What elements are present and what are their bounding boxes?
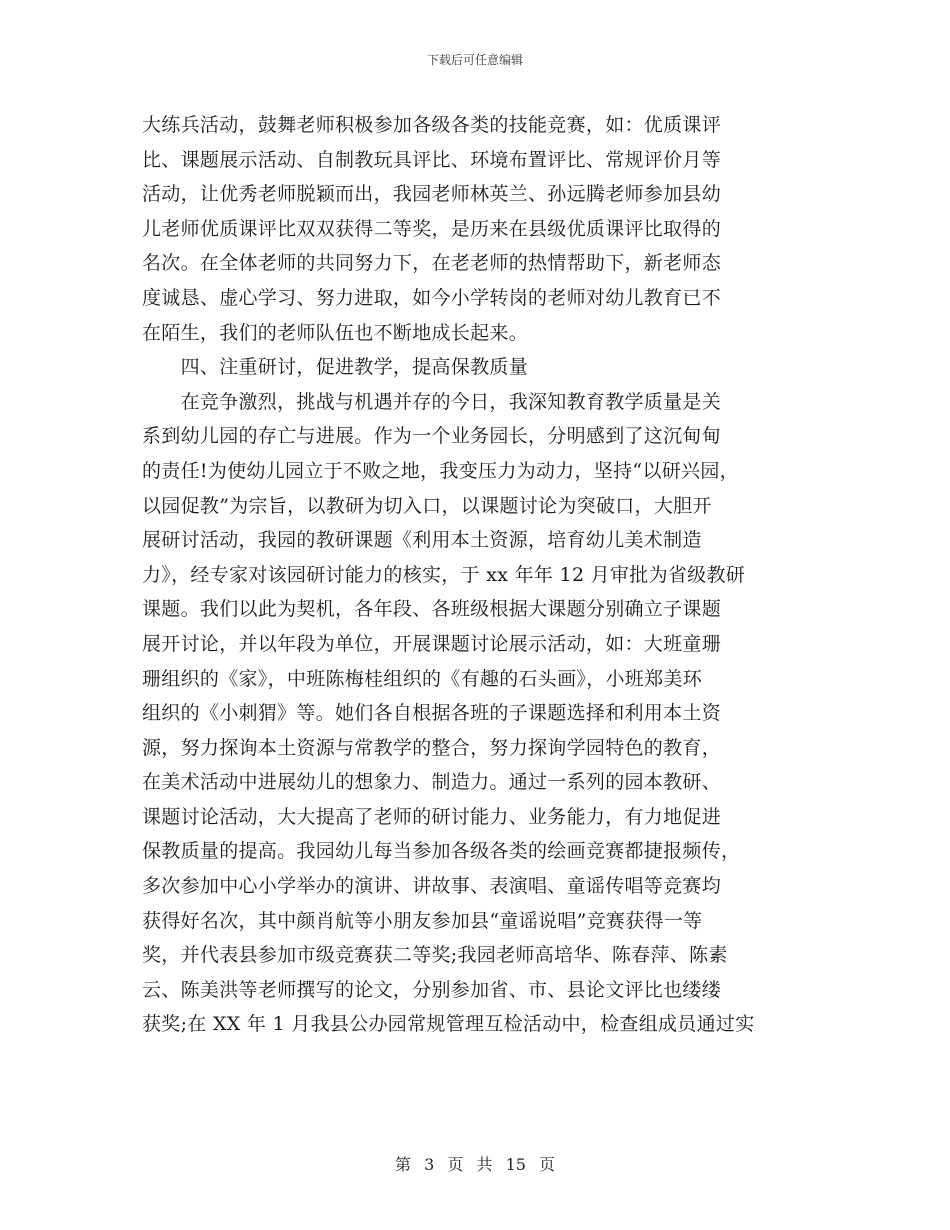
body-line: 云、陈美洪等老师撰写的论文，分别参加省、市、县论文评比也缕缕 bbox=[142, 978, 722, 1001]
body-line: 儿老师优质课评比双双获得二等奖，是历来在县级优质课评比取得的 bbox=[142, 217, 722, 240]
body-line: 比、课题展示活动、自制教玩具评比、环境布置评比、常规评价月等 bbox=[142, 148, 722, 171]
document-body bbox=[142, 108, 812, 1042]
body-line: 组织的《小刺猬》等。她们各自根据各班的子课题选择和利用本土资 bbox=[142, 702, 722, 725]
body-line: 源，努力探询本土资源与常教学的整合，努力探询学园特色的教育， bbox=[142, 736, 722, 759]
current-page-number: 3 bbox=[424, 1155, 435, 1174]
footer-page-word: 页 bbox=[447, 1155, 464, 1174]
body-line: 活动，让优秀老师脱颖而出，我园老师林英兰、孙远腾老师参加县幼 bbox=[142, 183, 722, 206]
body-line: 展研讨活动，我园的教研课题《利用本土资源，培育幼儿美术制造 bbox=[142, 529, 702, 552]
body-line: 名次。在全体老师的共同努力下，在老老师的热情帮助下，新老师态 bbox=[142, 252, 722, 275]
body-line: 在竞争激烈，挑战与机遇并存的今日，我深知教育教学质量是关 bbox=[142, 390, 722, 413]
body-line: 的责任!为使幼儿园立于不败之地，我变压力为动力，坚持“以研兴园， bbox=[142, 459, 739, 482]
body-line: 在美术活动中进展幼儿的想象力、制造力。通过一系列的园本教研、 bbox=[142, 771, 722, 794]
body-line: 获得好名次，其中颜肖航等小朋友参加县“童谣说唱”竞赛获得一等 bbox=[142, 909, 703, 932]
body-line: 在陌生，我们的老师队伍也不断地成长起来。 bbox=[142, 321, 529, 344]
body-line: 奖，并代表县参加市级竞赛获二等奖;我园老师高培华、陈春萍、陈素 bbox=[142, 944, 728, 967]
body-line: 大练兵活动，鼓舞老师积极参加各级各类的技能竞赛，如：优质课评 bbox=[142, 114, 722, 136]
body-line: 课题讨论活动，大大提高了老师的研讨能力、业务能力，有力地促进 bbox=[142, 805, 722, 828]
page-header-note: 下载后可任意编辑 bbox=[426, 53, 523, 67]
total-page-count: 15 bbox=[505, 1155, 526, 1174]
body-line: 多次参加中心小学举办的演讲、讲故事、表演唱、童谣传唱等竞赛均 bbox=[142, 875, 722, 898]
page-footer bbox=[0, 1155, 950, 1175]
footer-suffix: 页 bbox=[539, 1155, 556, 1174]
body-line: 展开讨论，并以年段为单位，开展课题讨论展示活动，如：大班童珊 bbox=[142, 632, 722, 655]
body-line: 度诚恳、虚心学习、努力进取，如今小学转岗的老师对幼儿教育已不 bbox=[142, 286, 722, 309]
footer-prefix: 第 bbox=[394, 1155, 411, 1174]
body-line: 以园促教”为宗旨，以教研为切入口，以课题讨论为突破口，大胆开 bbox=[142, 494, 712, 517]
body-line: 珊组织的《家》，中班陈梅桂组织的《有趣的石头画》，小班郑美环 bbox=[142, 667, 703, 690]
body-line: 力》，经专家对该园研讨能力的核实，于 xx 年年 12 月审批为省级教研 bbox=[142, 563, 746, 586]
footer-total-word: 共 bbox=[476, 1155, 493, 1174]
body-line: 获奖;在 XX 年 1 月我县公办园常规管理互检活动中，检查组成员通过实 bbox=[142, 1013, 755, 1036]
body-line: 系到幼儿园的存亡与进展。作为一个业务园长，分明感到了这沉甸甸 bbox=[142, 425, 722, 448]
section-heading: 四、注重研讨，促进教学，提高保教质量 bbox=[142, 356, 529, 379]
body-line: 保教质量的提高。我园幼儿每当参加各级各类的绘画竞赛都捷报频传， bbox=[142, 840, 741, 863]
body-line: 课题。我们以此为契机，各年段、各班级根据大课题分别确立子课题 bbox=[142, 598, 722, 621]
